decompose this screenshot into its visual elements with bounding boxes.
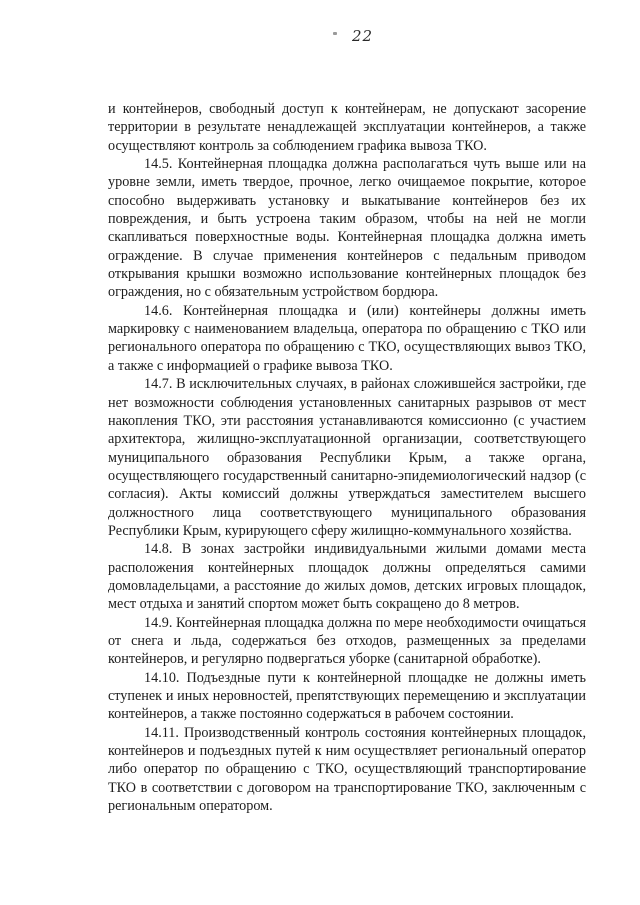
paragraph-14-6: 14.6. Контейнерная площадка и (или) контейнеры должны иметь маркировку с наименованием владельца, оператора по обращению с ТКО или регионального оператора по обращению с ТКО, осуществляющих вывоз ТКО, а также с информацией о графике вывоза ТКО.: [108, 302, 586, 374]
paragraph-14-11: 14.11. Производственный контроль состояния контейнерных площадок, контейнеров и подъездных путей к ним осуществляет региональный оператор либо оператор по обращению с ТКО, осуществляющий транспортирование ТКО в соответствии с договором на транспортирование ТКО, заключенным с региональным оператором.: [108, 724, 586, 815]
document-body: [108, 100, 586, 815]
paragraph-continuation: и контейнеров, свободный доступ к контейнерам, не допускают засорение территории в результате ненадлежащей эксплуатации контейнеров, а также осуществляют контроль за соблюдением графика вывоза ТКО.: [108, 101, 586, 154]
scan-mark: [333, 32, 337, 35]
paragraph-14-5: 14.5. Контейнерная площадка должна располагаться чуть выше или на уровне земли, иметь твердое, прочное, легко очищаемое покрытие, которое способно выдерживать установку и выкатывание контейнеров без их повреждения, и быть устроена таким образом, чтобы на ней не могли скапливаться поверхностные воды. Контейнерная площадка должна иметь ограждение. В случае применения контейнеров с педальным приводом открывания крышки возможно использование контейнерных площадок без ограждения, но с обязательным устройством бордюра.: [108, 156, 586, 301]
paragraph-14-7: 14.7. В исключительных случаях, в районах сложившейся застройки, где нет возможности соблюдения установленных санитарных разрывов от мест накопления ТКО, эти расстояния устанавливаются комиссионно (с участием архитектора, жилищно-эксплуатационной организации, соответствующего муниципального образования Республики Крым, а также органа, осуществляющего государственный санитарно-эпидемиологический надзор (с согласия). Акты комиссий должны утверждаться заместителем высшего должностного лица соответствующего муниципального образования Республики Крым, курирующего сферу жилищно-коммунального хозяйства.: [108, 376, 586, 539]
paragraph-14-9: 14.9. Контейнерная площадка должна по мере необходимости очищаться от снега и льда, содержаться без отходов, размещенных за пределами контейнеров, и регулярно подвергаться уборке (санитарной обработке).: [108, 614, 586, 668]
paragraph-14-10: 14.10. Подъездные пути к контейнерной площадке не должны иметь ступенек и иных неровностей, препятствующих перемещению и эксплуатации контейнеров, а также постоянно содержаться в рабочем состоянии.: [108, 669, 586, 723]
paragraph-14-8: 14.8. В зонах застройки индивидуальными жилыми домами места расположения контейнерных площадок должны определяться самими домовладельцами, а расстояние до жилых домов, детских игровых площадок, мест отдыха и занятий спортом может быть сокращено до 8 метров.: [108, 541, 586, 613]
page-number: 22: [352, 27, 374, 45]
